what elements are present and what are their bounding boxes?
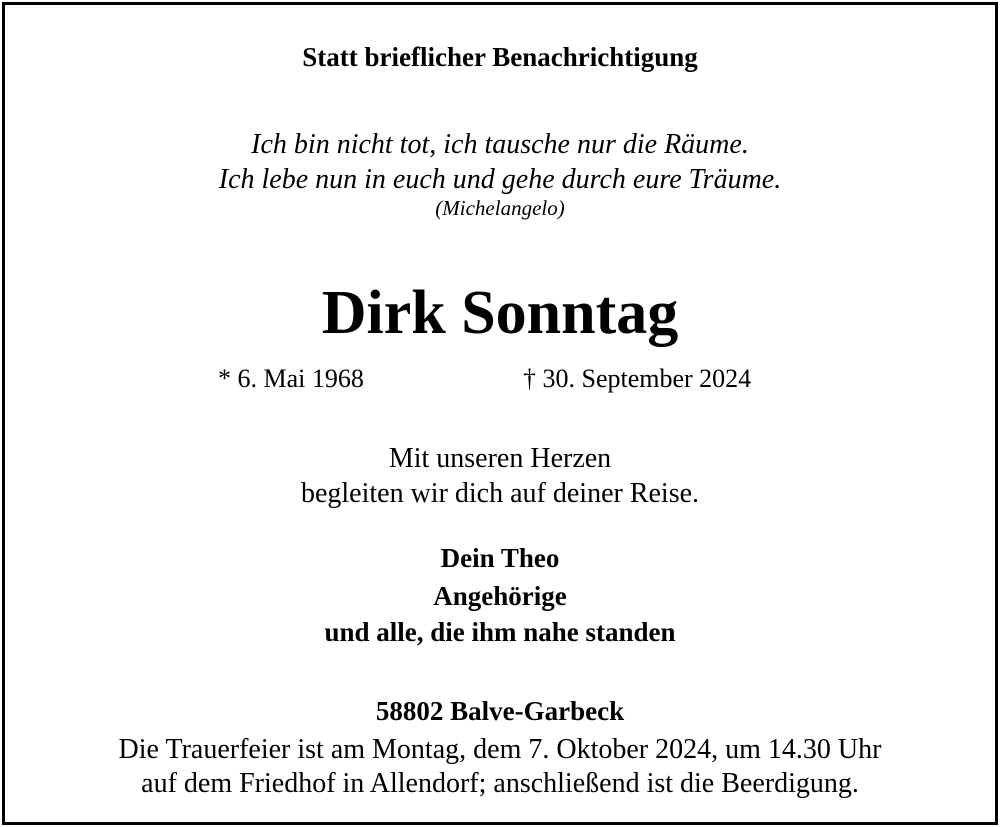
quote-line-2: Ich lebe nun in euch und gehe durch eure Träume.: [218, 164, 782, 195]
family-address: 58802 Balve-Garbeck: [375, 696, 625, 726]
funeral-info-line-2: auf dem Friedhof in Allendorf; anschließend ist die Beerdigung.: [141, 768, 859, 799]
signature-line: Dein Theo: [440, 543, 560, 573]
signature-line: und alle, die ihm nahe standen: [324, 617, 676, 647]
notice-header: Statt brieflicher Benachrichtigung: [302, 42, 698, 72]
message-line-1: Mit unseren Herzen: [388, 443, 612, 474]
message-line-2: begleiten wir dich auf deiner Reise.: [300, 478, 700, 509]
signature-line: Angehörige: [433, 581, 567, 611]
quote-line-1: Ich bin nicht tot, ich tausche nur die Räume.: [251, 129, 749, 160]
death-date: † 30. September 2024: [523, 364, 752, 393]
funeral-info-line-1: Die Trauerfeier ist am Montag, dem 7. Oktober 2024, um 14.30 Uhr: [118, 734, 882, 765]
quote-author: (Michelangelo): [435, 196, 565, 220]
deceased-name: Dirk Sonntag: [321, 279, 679, 347]
birth-date: * 6. Mai 1968: [218, 364, 364, 393]
